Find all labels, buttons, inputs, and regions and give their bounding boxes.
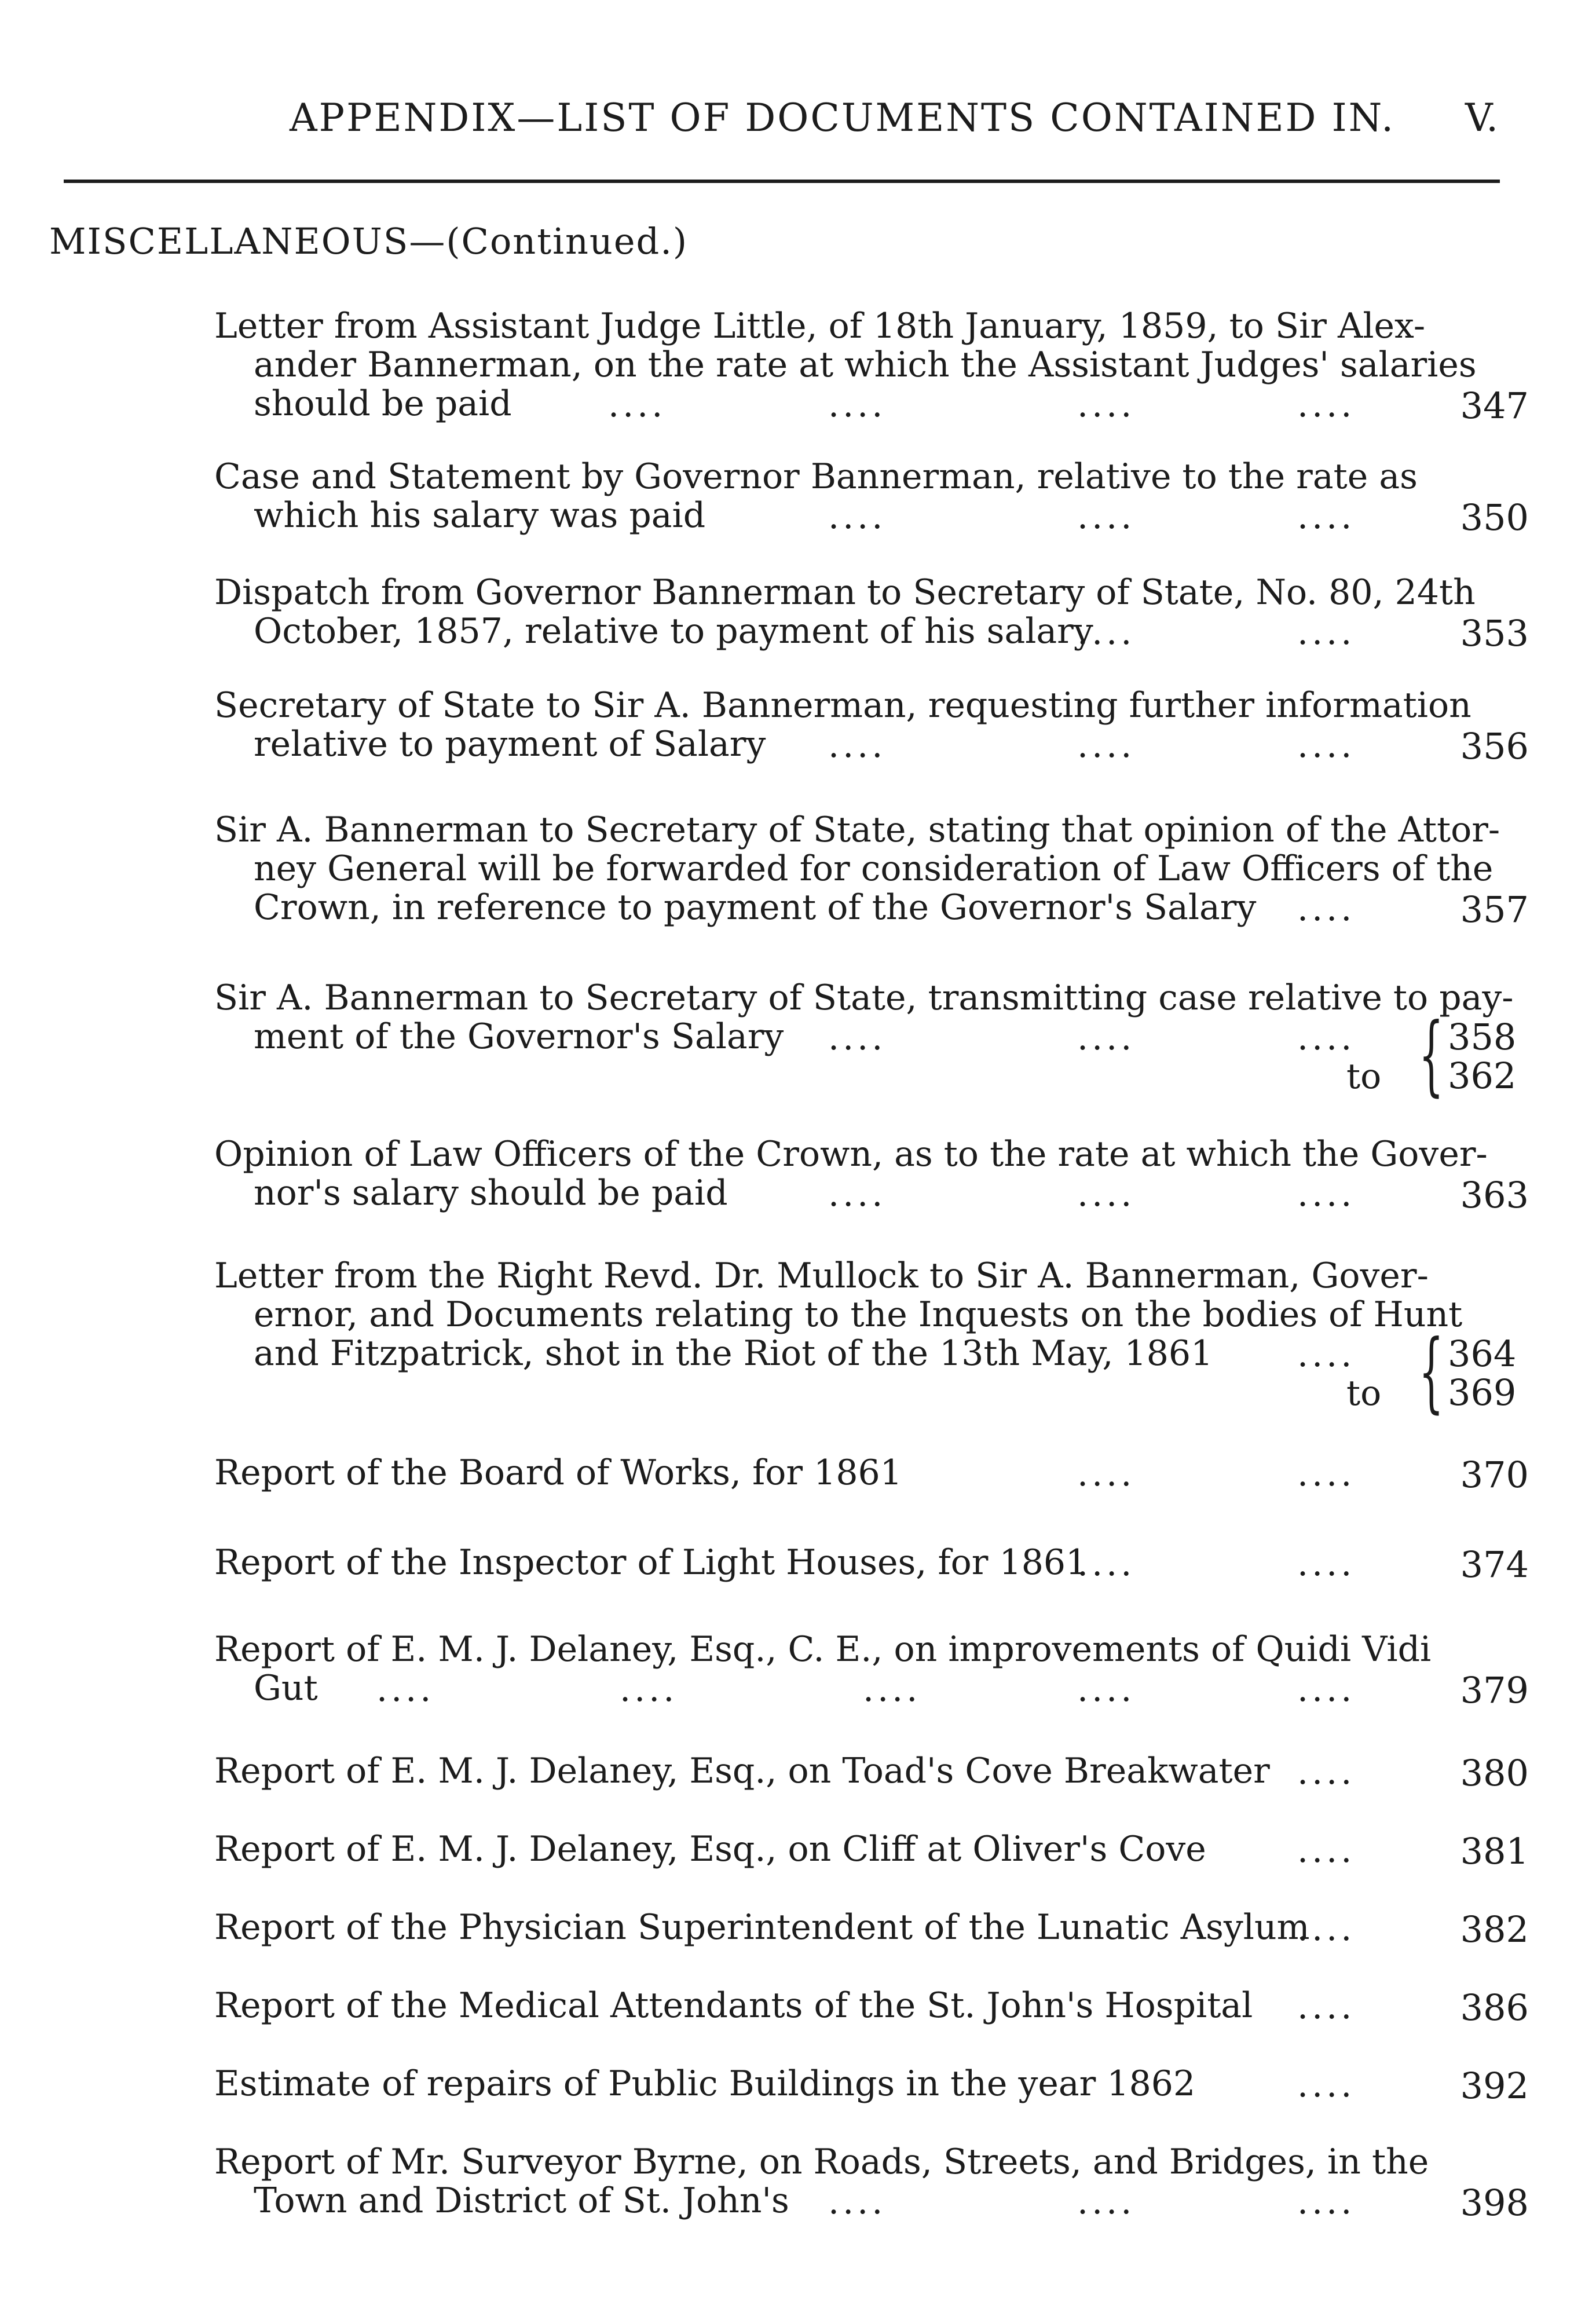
list-item — [214, 1134, 1488, 1213]
range-to-label: to — [1346, 1373, 1382, 1414]
entry-text-line: Dispatch from Governor Bannerman to Secretary of State, No. 80, 24th — [214, 572, 1476, 613]
leader-dots: .... — [1077, 496, 1136, 537]
leader-dots: .... — [1297, 1334, 1356, 1375]
leader-dots: .... — [1297, 1174, 1356, 1214]
list-item — [214, 306, 1477, 424]
page-range-end: 362 — [1448, 1055, 1517, 1097]
page-number: 398 — [1460, 2182, 1529, 2224]
entry-text-line: ney General will be forwarded for consideration of Law Officers of the — [254, 848, 1493, 889]
entry-text-line: Report of the Medical Attendants of the St. John's Hospital — [214, 1985, 1253, 2026]
page-number: 356 — [1460, 725, 1529, 767]
leader-dots: .... — [1297, 725, 1356, 766]
list-item — [214, 685, 1471, 764]
page-number: 347 — [1460, 385, 1529, 427]
leader-dots: .... — [1297, 385, 1356, 425]
entry-text-line: Case and Statement by Governor Bannerman, relative to the rate as — [214, 456, 1418, 497]
entry-text-line: Secretary of State to Sir A. Bannerman, requesting further information — [214, 685, 1471, 726]
entry-text-line: Report of the Inspector of Light Houses, for 1861 — [214, 1542, 1088, 1583]
entry-text-line: nor's salary should be paid — [254, 1173, 728, 1213]
page-range-start: 364 — [1448, 1333, 1517, 1375]
entry-text-line: Crown, in reference to payment of the Governor's Salary — [254, 887, 1257, 928]
entry-text-line: October, 1857, relative to payment of his salary — [254, 611, 1093, 652]
entry-text-line: Town and District of St. John's — [254, 2180, 789, 2221]
leader-dots: .... — [863, 1669, 921, 1710]
leader-dots: .... — [1077, 612, 1136, 653]
range-brace: { — [1419, 1005, 1444, 1106]
leader-dots: .... — [1297, 1018, 1356, 1058]
page-numeral: V. — [1465, 96, 1499, 140]
entry-text-line: ander Bannerman, on the rate at which the Assistant Judges' salaries — [254, 345, 1477, 385]
entry-text-line: Sir A. Bannerman to Secretary of State, stating that opinion of the Attor- — [214, 810, 1500, 850]
entry-text-line: relative to payment of Salary — [254, 724, 766, 764]
page-number: 379 — [1460, 1669, 1529, 1711]
leader-dots: .... — [828, 1174, 887, 1214]
page-number: 370 — [1460, 1454, 1529, 1496]
range-brace: { — [1419, 1322, 1444, 1422]
entry-text-line: Report of E. M. J. Delaney, Esq., C. E., on improvements of Quidi Vidi — [214, 1629, 1432, 1670]
leader-dots: .... — [376, 1669, 435, 1710]
leader-dots: .... — [1077, 1669, 1136, 1710]
entry-text-line: which his salary was paid — [254, 495, 706, 536]
leader-dots: .... — [1297, 1830, 1356, 1871]
leader-dots: .... — [1077, 1454, 1136, 1494]
page-number: 382 — [1460, 1908, 1529, 1951]
entry-text-line: ment of the Governor's Salary — [254, 1016, 784, 1057]
entry-text-line: Report of E. M. J. Delaney, Esq., on Toad's Cove Breakwater — [214, 1751, 1270, 1791]
page-number: 380 — [1460, 1752, 1529, 1794]
leader-dots: .... — [1297, 1908, 1356, 1949]
leader-dots: .... — [828, 1018, 887, 1058]
leader-dots: .... — [1077, 1018, 1136, 1058]
entry-text-line: Report of Mr. Surveyor Byrne, on Roads, Streets, and Bridges, in the — [214, 2142, 1429, 2182]
leader-dots: .... — [1077, 2182, 1136, 2222]
entry-text-line: Gut — [254, 1668, 318, 1708]
leader-dots: .... — [1297, 1543, 1356, 1584]
leader-dots: .... — [1297, 1669, 1356, 1710]
entry-text-line: Sir A. Bannerman to Secretary of State, transmitting case relative to pay- — [214, 978, 1514, 1018]
leader-dots: .... — [1297, 1986, 1356, 2027]
page-header — [0, 96, 1596, 142]
leader-dots: .... — [1077, 1174, 1136, 1214]
leader-dots: .... — [620, 1669, 678, 1710]
page-number: 386 — [1460, 1986, 1529, 2029]
page-number: 392 — [1460, 2065, 1529, 2107]
running-title: APPENDIX—LIST OF DOCUMENTS CONTAINED IN. — [290, 96, 1396, 140]
page-number: 353 — [1460, 612, 1529, 654]
entry-text-line: Letter from the Right Revd. Dr. Mullock to Sir A. Bannerman, Gover- — [214, 1256, 1429, 1296]
leader-dots: .... — [1077, 1543, 1136, 1584]
list-item — [214, 1830, 1390, 1869]
entry-text-line: and Fitzpatrick, shot in the Riot of the 13th May, 1861 — [254, 1333, 1213, 1374]
page-number: 350 — [1460, 496, 1529, 539]
list-item — [214, 1908, 1390, 1947]
list-item — [214, 2065, 1390, 2103]
entry-text-line: Report of E. M. J. Delaney, Esq., on Cliff at Oliver's Cove — [214, 1829, 1206, 1869]
leader-dots: .... — [608, 385, 667, 425]
section-title: MISCELLANEOUS—(Continued.) — [49, 220, 689, 262]
leader-dots: .... — [828, 725, 887, 766]
leader-dots: .... — [1297, 2065, 1356, 2105]
leader-dots: .... — [1077, 725, 1136, 766]
page-range-start: 358 — [1448, 1016, 1517, 1058]
leader-dots: .... — [1297, 1752, 1356, 1792]
entry-text-line: should be paid — [254, 383, 512, 424]
list-item — [214, 1256, 1463, 1374]
list-item — [214, 1454, 1390, 1492]
entry-text-line: ernor, and Documents relating to the Inquests on the bodies of Hunt — [254, 1294, 1463, 1335]
page-number: 381 — [1460, 1830, 1529, 1872]
entry-text-line: Opinion of Law Officers of the Crown, as to the rate at which the Gover- — [214, 1134, 1488, 1174]
page-number: 374 — [1460, 1543, 1529, 1586]
leader-dots: .... — [1297, 888, 1356, 929]
list-item — [214, 456, 1418, 536]
list-item — [214, 1986, 1390, 2025]
leader-dots: .... — [1297, 1454, 1356, 1494]
leader-dots: .... — [828, 385, 887, 425]
list-item — [214, 2142, 1429, 2221]
leader-dots: .... — [1297, 496, 1356, 537]
entry-text-line: Letter from Assistant Judge Little, of 18th January, 1859, to Sir Alex- — [214, 306, 1426, 346]
page-number: 363 — [1460, 1174, 1529, 1216]
list-item — [214, 572, 1476, 652]
range-to-label: to — [1346, 1056, 1382, 1097]
entry-text-line: Report of the Physician Superintendent of the Lunatic Asylum — [214, 1907, 1310, 1948]
list-item — [214, 1752, 1390, 1791]
entry-text-line: Report of the Board of Works, for 1861 — [214, 1452, 902, 1493]
leader-dots: .... — [828, 2182, 887, 2222]
entry-text-line: Estimate of repairs of Public Buildings in the year 1862 — [214, 2063, 1196, 2104]
list-item — [214, 1543, 1390, 1582]
header-rule — [64, 180, 1500, 183]
page-number: 357 — [1460, 888, 1529, 931]
leader-dots: .... — [1077, 385, 1136, 425]
page-range-end: 369 — [1448, 1371, 1517, 1414]
leader-dots: .... — [1297, 2182, 1356, 2222]
leader-dots: .... — [828, 496, 887, 537]
leader-dots: .... — [1297, 612, 1356, 653]
